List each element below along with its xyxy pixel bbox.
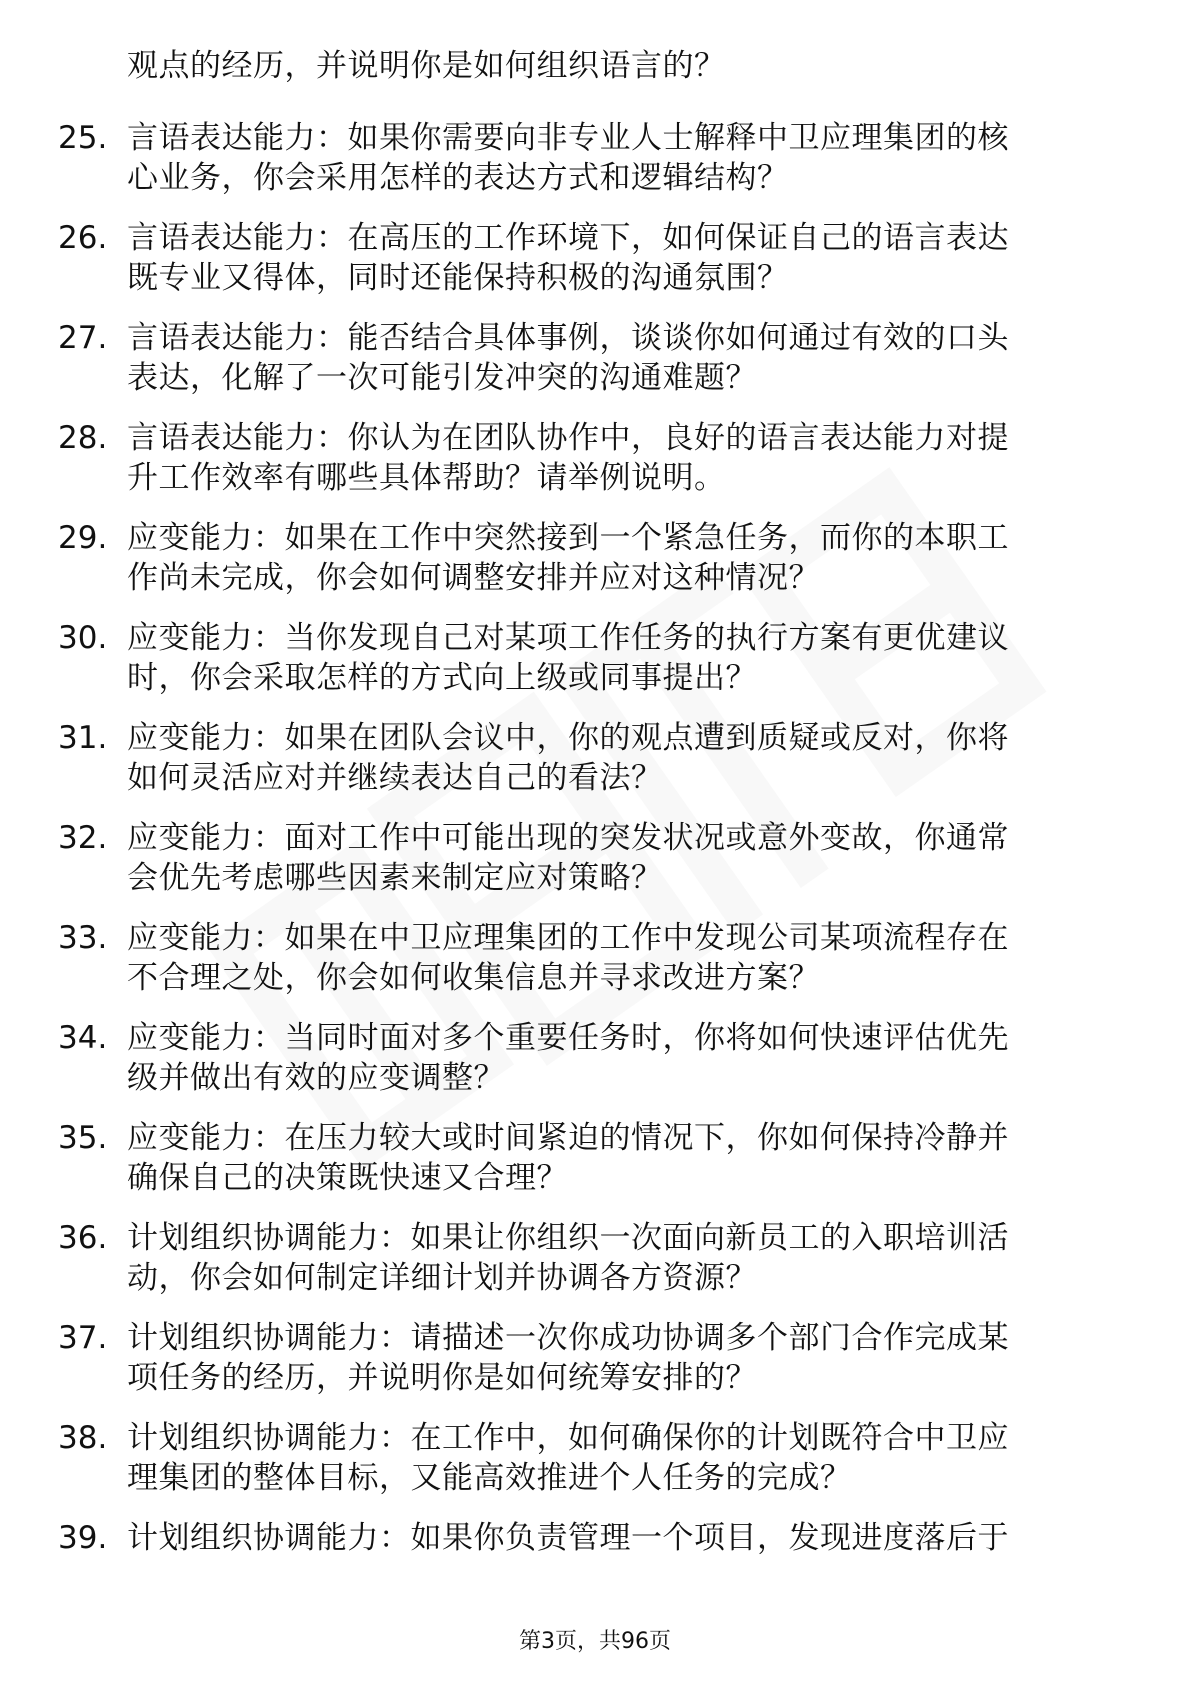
question-line: 计划组织协调能力：在工作中，如何确保你的计划既符合中卫应 <box>127 1420 1009 1456</box>
question-number: 34. <box>58 1020 108 1056</box>
question-line: 应变能力：如果在工作中突然接到一个紧急任务，而你的本职工 <box>127 520 1009 556</box>
question-number: 37. <box>58 1320 108 1356</box>
question-number: 31. <box>58 720 108 756</box>
question-text <box>127 818 1117 898</box>
question-line: 作尚未完成，你会如何调整安排并应对这种情况？ <box>127 560 820 596</box>
question-item <box>0 718 1190 818</box>
question-line: 计划组织协调能力：如果你负责管理一个项目，发现进度落后于 <box>127 1520 1009 1556</box>
question-line: 言语表达能力：在高压的工作环境下，如何保证自己的语言表达 <box>127 220 1009 256</box>
question-number: 29. <box>58 520 108 556</box>
question-line: 如何灵活应对并继续表达自己的看法？ <box>127 760 663 796</box>
question-line: 应变能力：如果在中卫应理集团的工作中发现公司某项流程存在 <box>127 920 1009 956</box>
question-item <box>0 1018 1190 1118</box>
question-text <box>127 1018 1117 1098</box>
question-list <box>0 118 1190 1618</box>
question-item <box>0 918 1190 1018</box>
question-number: 36. <box>58 1220 108 1256</box>
question-text <box>127 1518 1117 1558</box>
question-text <box>127 1118 1117 1198</box>
question-line: 言语表达能力：如果你需要向非专业人士解释中卫应理集团的核 <box>127 120 1009 156</box>
question-text <box>127 118 1117 198</box>
page-number-footer: 第3页，共96页 <box>519 1629 671 1654</box>
question-line: 既专业又得体，同时还能保持积极的沟通氛围？ <box>127 260 789 296</box>
question-line: 心业务，你会采用怎样的表达方式和逻辑结构？ <box>127 160 789 196</box>
question-number: 25. <box>58 120 108 156</box>
question-line: 动，你会如何制定详细计划并协调各方资源？ <box>127 1260 757 1296</box>
question-line: 应变能力：如果在团队会议中，你的观点遭到质疑或反对，你将 <box>127 720 1009 756</box>
question-number: 33. <box>58 920 108 956</box>
question-number: 39. <box>58 1520 108 1556</box>
question-item <box>0 1518 1190 1618</box>
question-item <box>0 818 1190 918</box>
question-line: 升工作效率有哪些具体帮助？请举例说明。 <box>127 460 726 496</box>
question-number: 32. <box>58 820 108 856</box>
question-item <box>0 1218 1190 1318</box>
question-item <box>0 518 1190 618</box>
question-line: 言语表达能力：你认为在团队协作中，良好的语言表达能力对提 <box>127 420 1009 456</box>
question-line: 确保自己的决策既快速又合理？ <box>127 1160 568 1196</box>
continued-question-line: 观点的经历，并说明你是如何组织语言的？ <box>127 48 726 84</box>
question-line: 级并做出有效的应变调整？ <box>127 1060 505 1096</box>
question-text <box>127 1218 1117 1298</box>
question-text <box>127 418 1117 498</box>
question-text <box>127 918 1117 998</box>
question-number: 26. <box>58 220 108 256</box>
question-item <box>0 1418 1190 1518</box>
question-line: 表达，化解了一次可能引发冲突的沟通难题？ <box>127 360 757 396</box>
question-line: 计划组织协调能力：请描述一次你成功协调多个部门合作完成某 <box>127 1320 1009 1356</box>
question-item <box>0 618 1190 718</box>
question-text <box>127 518 1117 598</box>
question-number: 27. <box>58 320 108 356</box>
question-text <box>127 218 1117 298</box>
question-line: 言语表达能力：能否结合具体事例，谈谈你如何通过有效的口头 <box>127 320 1009 356</box>
question-number: 35. <box>58 1120 108 1156</box>
question-item <box>0 118 1190 218</box>
question-number: 38. <box>58 1420 108 1456</box>
question-item <box>0 318 1190 418</box>
question-text <box>127 1318 1117 1398</box>
question-item <box>0 218 1190 318</box>
question-line: 项任务的经历，并说明你是如何统筹安排的？ <box>127 1360 757 1396</box>
question-line: 会优先考虑哪些因素来制定应对策略？ <box>127 860 663 896</box>
question-line: 不合理之处，你会如何收集信息并寻求改进方案？ <box>127 960 820 996</box>
question-line: 应变能力：当同时面对多个重要任务时，你将如何快速评估优先 <box>127 1020 1009 1056</box>
question-text <box>127 718 1117 798</box>
question-text <box>127 1418 1117 1498</box>
question-text <box>127 618 1117 698</box>
question-item <box>0 1118 1190 1218</box>
question-line: 应变能力：面对工作中可能出现的突发状况或意外变故，你通常 <box>127 820 1009 856</box>
question-line: 理集团的整体目标，又能高效推进个人任务的完成？ <box>127 1460 852 1496</box>
question-line: 应变能力：在压力较大或时间紧迫的情况下，你如何保持冷静并 <box>127 1120 1009 1156</box>
question-text <box>127 318 1117 398</box>
question-line: 时，你会采取怎样的方式向上级或同事提出？ <box>127 660 757 696</box>
question-item <box>0 418 1190 518</box>
question-number: 30. <box>58 620 108 656</box>
question-line: 应变能力：当你发现自己对某项工作任务的执行方案有更优建议 <box>127 620 1009 656</box>
question-item <box>0 1318 1190 1418</box>
question-number: 28. <box>58 420 108 456</box>
question-line: 计划组织协调能力：如果让你组织一次面向新员工的入职培训活 <box>127 1220 1009 1256</box>
